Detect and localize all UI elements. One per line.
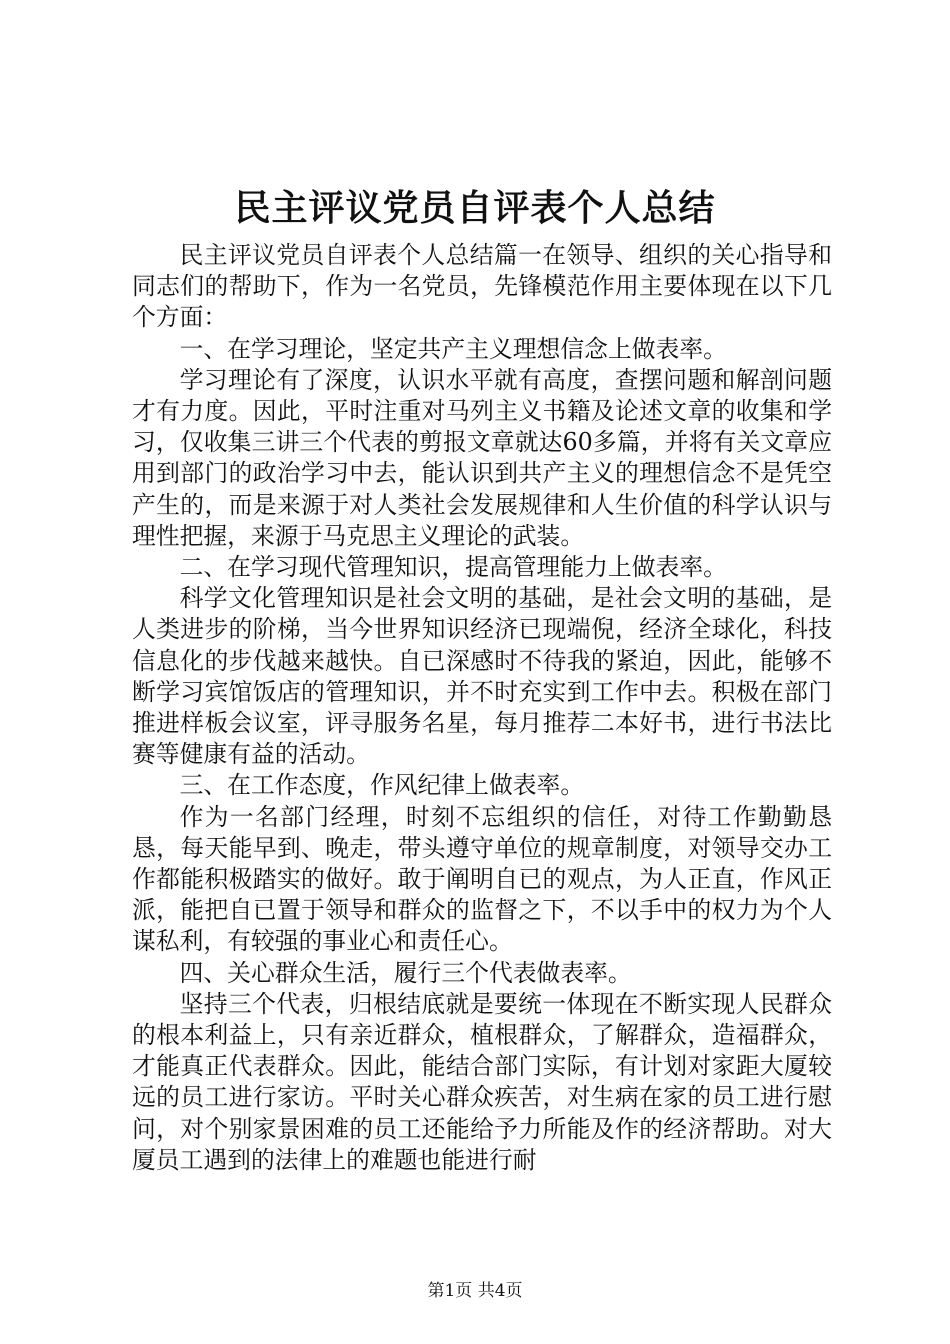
document-body [132,240,832,1176]
paragraph-section-2: 科学文化管理知识是社会文明的基础，是社会文明的基础，是人类进步的阶梯，当今世界知识经济已现端倪，经济全球化，科技信息化的步伐越来越快。自已深感时不待我的紧迫，因此，能够不断学习宾馆饭店的管理知识，并不时充实到工作中去。积极在部门推进样板会议室，评寻服务名星，每月推荐二本好书，进行书法比赛等健康有益的活动。 [132,584,832,769]
paragraph-section-1: 学习理论有了深度，认识水平就有高度，查摆问题和解剖问题才有力度。因此，平时注重对马列主义书籍及论述文章的收集和学习，仅收集三讲三个代表的剪报文章就达60多篇，并将有关文章应用到部门的政治学习中去，能认识到共产主义的理想信念不是凭空产生的，而是来源于对人类社会发展规律和人生价值的科学认识与理性把握，来源于马克思主义理论的武装。 [132,365,832,550]
paragraph-intro: 民主评议党员自评表个人总结篇一在领导、组织的关心指导和同志们的帮助下，作为一名党员，先锋模范作用主要体现在以下几个方面： [132,241,832,332]
heading-section-2: 二、在学习现代管理知识，提高管理能力上做表率。 [179,553,727,582]
paragraph-section-4: 坚持三个代表，归根结底就是要统一体现在不断实现人民群众的根本利益上，只有亲近群众，植根群众，了解群众，造福群众，才能真正代表群众。因此，能结合部门实际，有计划对家距大厦较远的员工进行家访。平时关心群众疾苦，对生病在家的员工进行慰问，对个别家景困难的员工还能给予力所能及作的经济帮助。对大厦员工遇到的法律上的难题也能进行耐 [132,989,832,1174]
heading-section-4: 四、关心群众生活，履行三个代表做表率。 [179,958,632,987]
paragraph-section-3: 作为一名部门经理，时刻不忘组织的信任，对待工作勤勤恳恳，每天能早到、晚走，带头遵守单位的规章制度，对领导交办工作都能积极踏实的做好。敢于阐明自已的观点，为人正直，作风正派，能把自已置于领导和群众的监督之下，不以手中的权力为个人谋私利，有较强的事业心和责任心。 [132,802,832,956]
heading-section-1: 一、在学习理论，坚定共产主义理想信念上做表率。 [179,334,727,363]
page-number-footer: 第1页 共4页 [427,1281,523,1301]
heading-section-3: 三、在工作态度，作风纪律上做表率。 [179,771,585,800]
document-title: 民主评议党员自评表个人总结 [234,187,716,229]
